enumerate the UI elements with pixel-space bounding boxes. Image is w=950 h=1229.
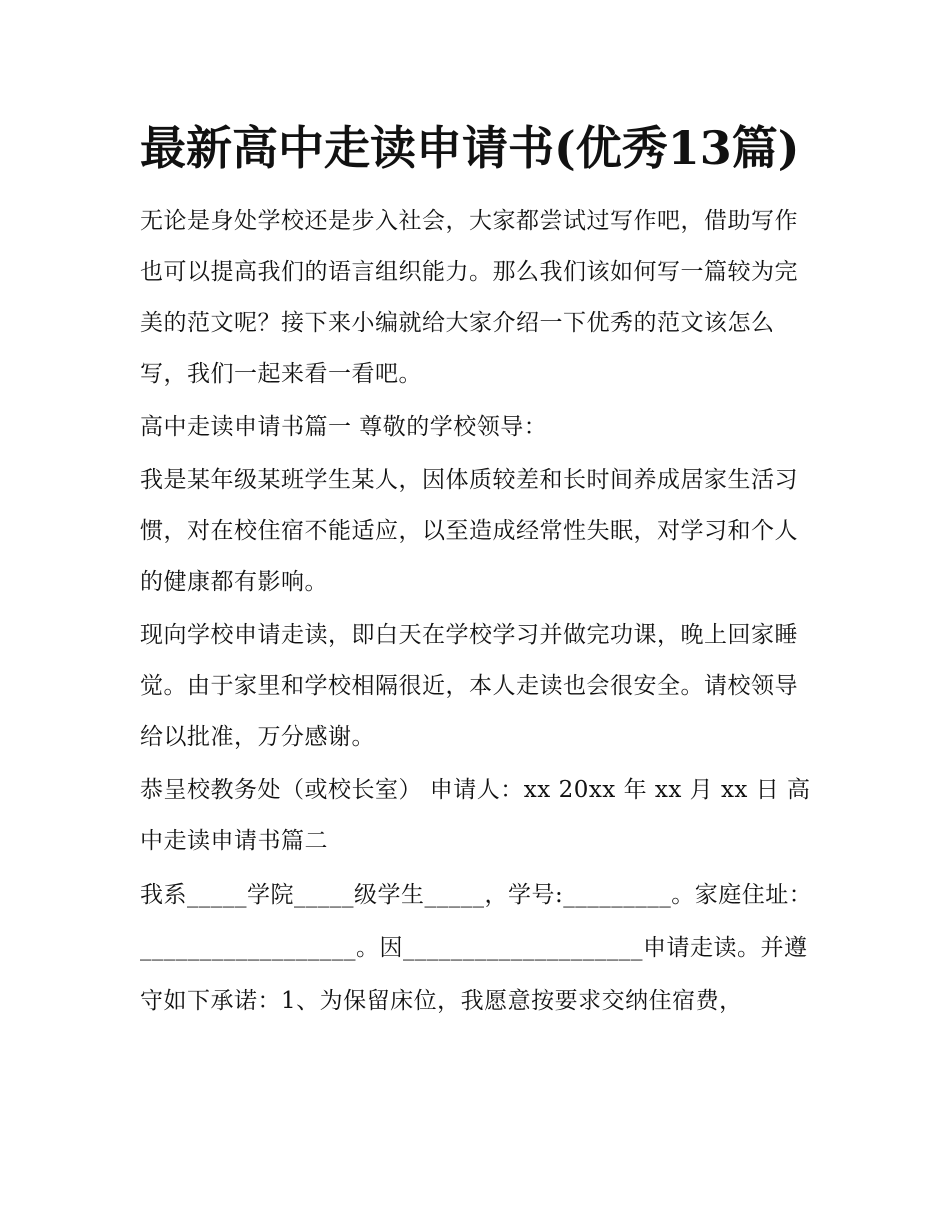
- document-page: [140, 108, 820, 1028]
- document-title: 最新高中走读申请书(优秀13篇): [140, 121, 800, 175]
- section-one-heading: 高中走读申请书篇一 尊敬的学校领导：: [140, 414, 548, 440]
- signature-paragraph: 恭呈校教务处（或校长室） 申请人：xx 20xx 年 xx 月 xx 日 高中走读申请书篇二: [140, 777, 811, 854]
- body-paragraph: 我是某年级某班学生某人，因体质较差和长时间养成居家生活习惯，对在校住宿不能适应，以至造成经常性失眠，对学习和个人的健康都有影响。: [140, 467, 798, 595]
- intro-paragraph: 无论是身处学校还是步入社会，大家都尝试过写作吧，借助写作也可以提高我们的语言组织能力。那么我们该如何写一篇较为完美的范文呢？接下来小编就给大家介绍一下优秀的范文该怎么写，我们一起来看一看吧。: [140, 208, 798, 387]
- body-paragraph: 现向学校申请走读，即白天在学校学习并做完功课，晚上回家睡觉。由于家里和学校相隔很近，本人走读也会很安全。请校领导给以批准，万分感谢。: [140, 622, 798, 750]
- form-paragraph: 我系_____学院_____级学生_____，学号:_________。家庭住址：__________________。因____________________申请走读。并遵守如下承诺：1、为保留床位，我愿意按要求交纳住宿费，: [140, 882, 813, 1014]
